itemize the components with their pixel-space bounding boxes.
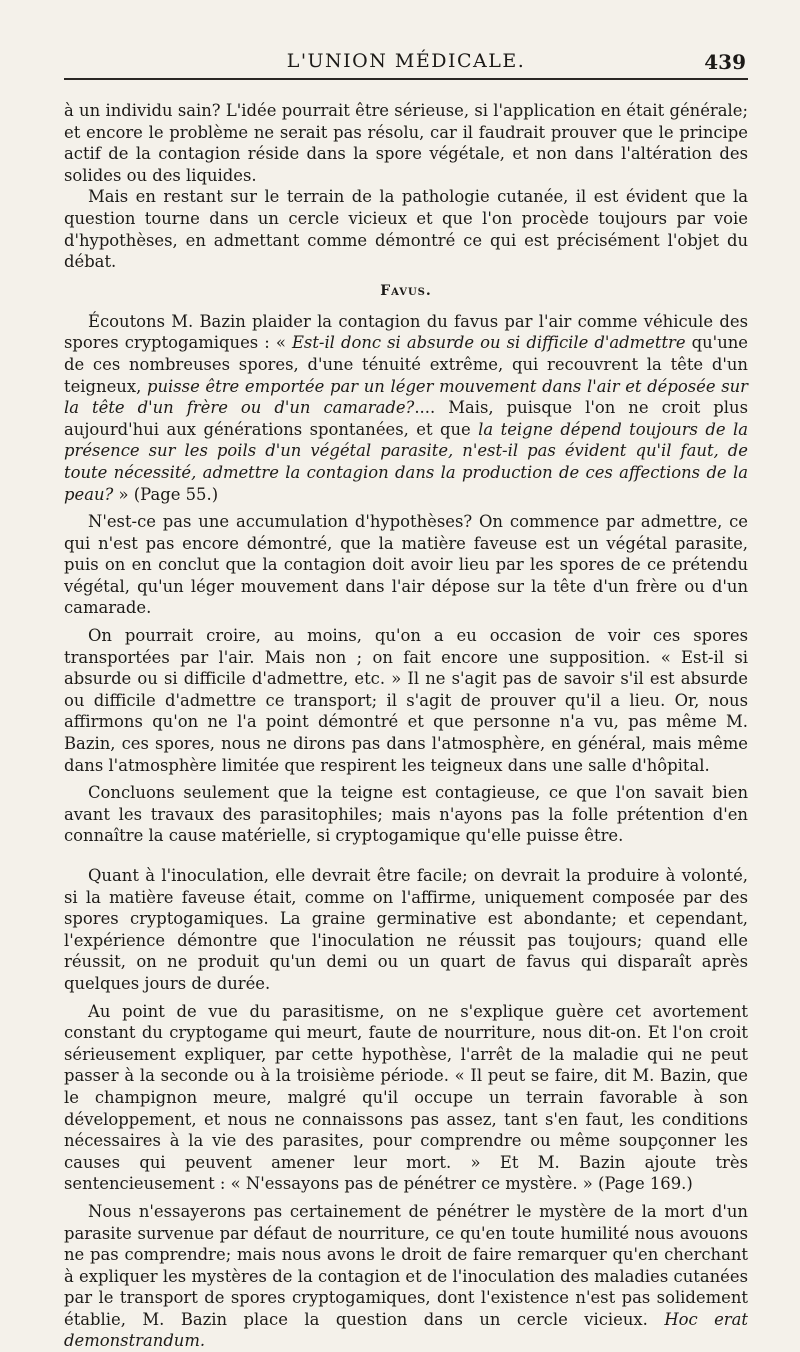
p3-quote-a: Est-il donc si absurde ou si difficile d'admettre	[291, 333, 686, 353]
p3-quote-c: la teigne dépend toujours de la présence sur les poils d'un végétal parasite, n'est-il pas évident qu'il faut, de toute nécessité, admettre la contagion dans la production de ces affections de la peau?	[64, 419, 748, 504]
paragraph-7: Quant à l'inoculation, elle devrait être facile; on devrait la produire à volonté, si la matière faveuse était, comme on l'affirme, uniquement composée par des spores cryptogamiques. La graine germinative est abondante; et cependant, l'expérience démontre que l'inoculation ne réussit pas toujours; quand elle réussit, on ne produit qu'un demi ou un quart de favus qui disparaît après quelques jours de durée.	[64, 866, 748, 993]
p3-text-e: .... Mais, puisque l'on ne croit plus aujourd'hui aux générations spontanées, et que	[64, 398, 749, 439]
p3-text-c: qu'une de ces nombreuses spores, d'une ténuité extrême, qui recouvrent la tête d'un teigneux,	[64, 333, 749, 396]
paragraph-9	[64, 1201, 748, 1352]
paragraph-1: à un individu sain? L'idée pourrait être sérieuse, si l'application en était générale; et encore le problème ne serait pas résolu, car il faudrait prouver que le principe actif de la contagion réside dans la spore végétale, et non dans l'altération des solides ou des liquides.	[64, 101, 748, 185]
paragraph-8: Au point de vue du parasitisme, on ne s'explique guère cet avortement constant du cryptogame qui meurt, faute de nourriture, nous dit-on. Et l'on croit sérieusement expliquer, par cette hypothèse, l'arrêt de la maladie qui ne peut passer à la seconde ou à la troisième période. « Il peut se faire, dit M. Bazin, que le champignon meure, malgré qu'il occupe un terrain favorable à son développement, et nous ne connaissons pas assez, tant s'en faut, les conditions nécessaires à la vie des parasites, pour comprendre ou même soupçonner les causes qui peuvent amener leur mort. » Et M. Bazin ajoute très sentencieusement : « N'essayons pas de pénétrer ce mystère. » (Page 169.)	[64, 1001, 748, 1194]
body-text	[64, 100, 748, 1352]
p9-latin: Hoc erat demonstrandum.	[64, 1309, 748, 1351]
p3-text-g: » (Page 55.)	[113, 484, 219, 504]
running-header	[64, 48, 748, 80]
section-title: Favus.	[380, 282, 432, 299]
paragraph-2: Mais en restant sur le terrain de la pathologie cutanée, il est évident que la question tourne dans un cercle vicieux et que l'on procède toujours par voie d'hypothèses, en admettant comme démontré ce qui est précisément l'objet du débat.	[64, 187, 748, 272]
paragraph-4: N'est-ce pas une accumulation d'hypothèses? On commence par admettre, ce qui n'est pas encore démontré, que la matière faveuse est un végétal parasite, puis on en conclut que la contagion doit avoir lieu par les spores de ce prétendu végétal, qu'un léger mouvement dans l'air dépose sur la tête d'un frère ou d'un camarade.	[64, 512, 748, 618]
paragraph-5: On pourrait croire, au moins, qu'on a eu occasion de voir ces spores transportées par l'air. Mais non ; on fait encore une supposition. « Est-il si absurde ou si difficile d'admettre, etc. » Il ne s'agit pas de savoir s'il est absurde ou difficile d'admettre ce transport; il s'agit de prouver qu'il a lieu. Or, nous affirmons qu'on ne l'a point démontré et que personne n'a vu, pas même M. Bazin, ces spores, nous ne dirons pas dans l'atmosphère, en général, mais même dans l'atmosphère limitée que respirent les teigneux dans une salle d'hôpital.	[64, 626, 748, 775]
running-title: L'UNION MÉDICALE.	[286, 50, 526, 72]
p3-quote-b: puisse être emportée par un léger mouvement dans l'air et déposée sur la tête d'un frère ou d'un camarade?	[64, 376, 748, 418]
p3-text-a: Écoutons M. Bazin plaider la contagion du favus par l'air comme véhicule des spores cryptogamiques : «	[64, 311, 748, 353]
p9-text: Nous n'essayerons pas certainement de pénétrer le mystère de la mort d'un parasite survenue par défaut de nourriture, ce qu'en toute humilité nous avouons ne pas comprendre; mais nous avons le droit de faire remarquer qu'en cherchant à expliquer les mystères de la contagion et de l'inoculation des maladies cutanées par le transport de spores cryptogamiques, dont l'existence n'est pas solidement établie, M. Bazin place la question dans un cercle vicieux.	[64, 1201, 748, 1329]
paragraph-3	[64, 311, 748, 505]
page-number: 439	[704, 50, 746, 74]
paragraph-6: Concluons seulement que la teigne est contagieuse, ce que l'on savait bien avant les travaux des parasitophiles; mais n'ayons pas la folle prétention d'en connaître la cause matérielle, si cryptogamique qu'elle puisse être.	[64, 783, 748, 846]
